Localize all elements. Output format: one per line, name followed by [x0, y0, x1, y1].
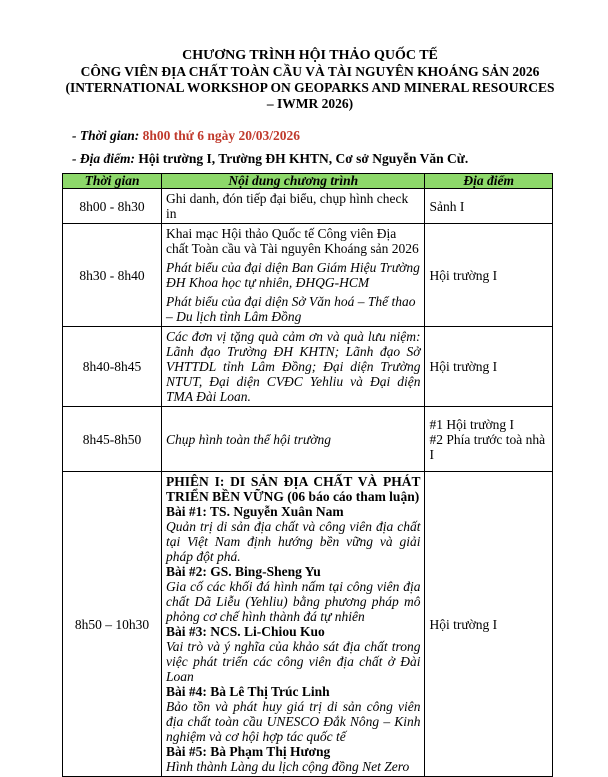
row-place: Sảnh I	[425, 189, 553, 224]
table-row	[63, 224, 553, 327]
row-content	[162, 224, 425, 327]
row-time: 8h50 – 10h30	[63, 472, 162, 777]
header-place: Địa điểm	[425, 174, 553, 189]
talk-heading: Bài #1: TS. Nguyễn Xuân Nam	[166, 504, 344, 519]
row-place: Hội trường I	[425, 327, 553, 407]
time-value: 8h00 thứ 6 ngày 20/03/2026	[142, 128, 300, 143]
talk-title: Hình thành Làng du lịch cộng đồng Net Zero	[166, 759, 410, 774]
row-time: 8h45-8h50	[63, 407, 162, 472]
row-place: Hội trường I	[425, 472, 553, 777]
row-time: 8h40-8h45	[63, 327, 162, 407]
talk-title: Quản trị di sản địa chất và công viên địa chất tại Việt Nam định hướng bền vững và giải pháp đột phá.	[166, 519, 421, 564]
time-label: - Thời gian:	[72, 128, 140, 143]
title-line-4: – IWMR 2026)	[266, 96, 354, 111]
opening-text: Khai mạc Hội thảo Quốc tế Công viên Địa chất Toàn cầu và Tài nguyên Khoáng sản 2026	[166, 226, 419, 256]
talk-title: Bảo tồn và phát huy giá trị di sản công viên địa chất toàn cầu UNESCO Đắk Nông – Kinh nghiệm và cơ hội hợp tác quốc tế	[166, 699, 421, 744]
row-content	[162, 472, 425, 777]
talk-heading: Bài #2: GS. Bing-Sheng Yu	[166, 564, 321, 579]
meta-time	[72, 128, 300, 144]
talk-heading: Bài #4: Bà Lê Thị Trúc Linh	[166, 684, 330, 699]
row-time: 8h00 - 8h30	[63, 189, 162, 224]
speech-1: Phát biểu của đại diện Ban Giám Hiệu Trường ĐH Khoa học tự nhiên, ĐHQG-HCM	[166, 260, 420, 290]
meta-place	[72, 151, 468, 167]
row-content: Ghi danh, đón tiếp đại biểu, chụp hình check in	[162, 189, 425, 224]
talk-heading: Bài #5: Bà Phạm Thị Hương	[166, 744, 331, 759]
table-row	[63, 327, 553, 407]
table-row	[63, 472, 553, 777]
row-time: 8h30 - 8h40	[63, 224, 162, 327]
row-place: Hội trường I	[425, 224, 553, 327]
header-time: Thời gian	[63, 174, 162, 189]
speech-2: Phát biểu của đại diện Sở Văn hoá – Thể thao – Du lịch tỉnh Lâm Đồng	[166, 294, 416, 324]
talk-title: Gia cố các khối đá hình nấm tại công viên địa chất Dã Liễu (Yehliu) bằng phương pháp mô phỏng cơ chế hình thành đá tự nhiên	[166, 579, 421, 624]
header-content: Nội dung chương trình	[162, 174, 425, 189]
session-title: PHIÊN I: DI SẢN ĐỊA CHẤT VÀ PHÁT TRIỂN BỀN VỮNG (06 báo cáo tham luận)	[166, 474, 421, 504]
talk-heading: Bài #3: NCS. Li-Chiou Kuo	[166, 624, 325, 639]
row-content: Các đơn vị tặng quà cảm ơn và quà lưu niệm: Lãnh đạo Trường ĐH KHTN; Lãnh đạo Sở VHTTDL tỉnh Lâm Đồng; Đại diện Trường NTUT, Đại diện CVĐC Yehliu và Đại diện TMA Đài Loan.	[162, 327, 425, 407]
table-row	[63, 189, 553, 224]
schedule-table	[62, 173, 553, 777]
place-line-2: #2 Phía trước toà nhà I	[429, 431, 546, 462]
row-place	[425, 407, 553, 472]
place-line-1: #1 Hội trường I	[429, 416, 515, 432]
title-line-1: CHƯƠNG TRÌNH HỘI THẢO QUỐC TẾ	[182, 48, 438, 63]
talk-title: Vai trò và ý nghĩa của khảo sát địa chất trong việc phát triển các công viên địa chất ở Đài Loan	[166, 639, 421, 684]
place-value: Hội trường I, Trường ĐH KHTN, Cơ sở Nguyễn Văn Cừ.	[138, 151, 469, 166]
row-content: Chụp hình toàn thể hội trường	[162, 407, 425, 472]
title-line-2: CÔNG VIÊN ĐỊA CHẤT TOÀN CẦU VÀ TÀI NGUYÊN KHOÁNG SẢN 2026	[80, 64, 540, 79]
table-header-row	[63, 174, 553, 189]
table-row	[63, 407, 553, 472]
place-label: - Địa điểm:	[72, 151, 135, 166]
title-line-3: (INTERNATIONAL WORKSHOP ON GEOPARKS AND MINERAL RESOURCES	[65, 80, 555, 95]
